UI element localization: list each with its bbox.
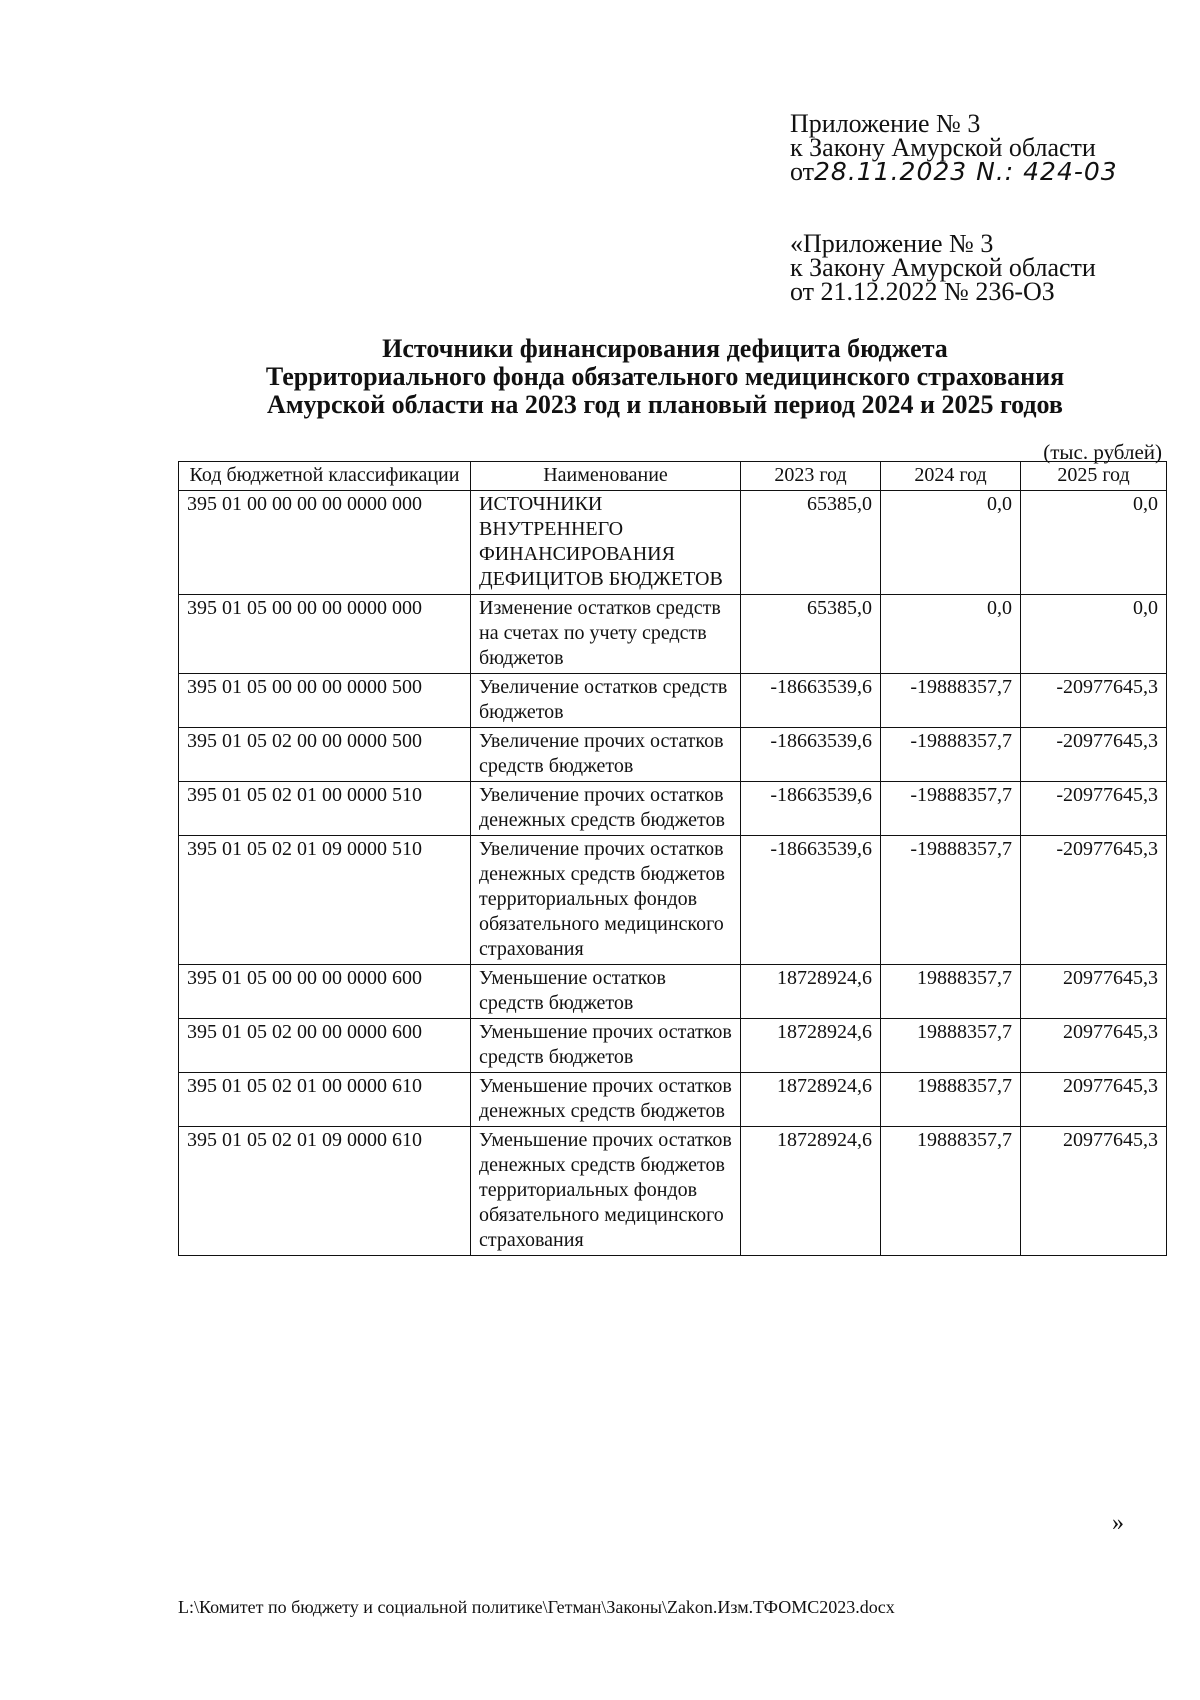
previous-appendix-law-reference: к Закону Амурской области [790,253,1096,282]
row-value-2023: 18728924,6 [741,1127,881,1256]
row-name: Увеличение прочих остатков средств бюджетов [471,728,741,782]
row-name: ИСТОЧНИКИ ВНУТРЕННЕГО ФИНАНСИРОВАНИЯ ДЕФИЦИТОВ БЮДЖЕТОВ [471,491,741,595]
row-name: Увеличение прочих остатков денежных средств бюджетов территориальных фондов обязательного медицинского страхования [471,836,741,965]
row-name: Уменьшение прочих остатков денежных средств бюджетов территориальных фондов обязательного медицинского страхования [471,1127,741,1256]
appendix-header-current [790,109,1118,186]
row-name: Уменьшение прочих остатков денежных средств бюджетов [471,1073,741,1127]
header-2024: 2024 год [881,462,1021,491]
table-row [179,674,1167,728]
footer-file-path: L:\Комитет по бюджету и социальной политике\Гетман\Законы\Zakon.Изм.ТФОМС2023.docx [178,1597,895,1617]
row-code: 395 01 05 02 01 00 0000 510 [179,782,471,836]
table-row [179,728,1167,782]
row-value-2023: 65385,0 [741,491,881,595]
row-code: 395 01 00 00 00 00 0000 000 [179,491,471,595]
row-value-2024: -19888357,7 [881,674,1021,728]
row-code: 395 01 05 02 01 09 0000 510 [179,836,471,965]
row-value-2024: 19888357,7 [881,1127,1021,1256]
header-code: Код бюджетной классификации [179,462,471,491]
row-value-2025: 0,0 [1021,595,1167,674]
table-row [179,1073,1167,1127]
row-value-2024: 0,0 [881,491,1021,595]
appendix-law-reference: к Закону Амурской области [790,133,1096,162]
table-row [179,491,1167,595]
row-value-2023: -18663539,6 [741,782,881,836]
table-header-row [179,462,1167,491]
row-code: 395 01 05 02 01 09 0000 610 [179,1127,471,1256]
units-label: (тыс. рублей) [1043,440,1162,464]
row-code: 395 01 05 00 00 00 0000 500 [179,674,471,728]
row-name: Изменение остатков средств на счетах по учету средств бюджетов [471,595,741,674]
row-code: 395 01 05 00 00 00 0000 600 [179,965,471,1019]
table-row [179,1019,1167,1073]
row-value-2025: -20977645,3 [1021,728,1167,782]
row-value-2023: -18663539,6 [741,728,881,782]
table-row [179,1127,1167,1256]
table-row [179,965,1167,1019]
title-line-3: Амурской области на 2023 год и плановый период 2024 и 2025 годов [267,390,1063,419]
row-code: 395 01 05 02 00 00 0000 600 [179,1019,471,1073]
row-code: 395 01 05 02 01 00 0000 610 [179,1073,471,1127]
row-value-2023: 65385,0 [741,595,881,674]
row-value-2025: 20977645,3 [1021,1019,1167,1073]
row-value-2024: -19888357,7 [881,728,1021,782]
row-value-2025: 20977645,3 [1021,1127,1167,1256]
row-value-2024: -19888357,7 [881,836,1021,965]
row-value-2025: 20977645,3 [1021,1073,1167,1127]
row-value-2023: 18728924,6 [741,1019,881,1073]
handwritten-date-number: 28.11.2023 N.: 424-03 [814,157,1118,186]
previous-appendix-date: от 21.12.2022 № 236-ОЗ [790,277,1055,306]
row-name: Увеличение прочих остатков денежных средств бюджетов [471,782,741,836]
row-value-2025: -20977645,3 [1021,836,1167,965]
budget-sources-table [178,461,1167,1256]
header-name: Наименование [471,462,741,491]
row-value-2024: -19888357,7 [881,782,1021,836]
row-value-2024: 19888357,7 [881,1019,1021,1073]
appendix-header-previous [790,229,1096,306]
row-value-2025: -20977645,3 [1021,782,1167,836]
table-row [179,836,1167,965]
header-2025: 2025 год [1021,462,1167,491]
row-name: Увеличение остатков средств бюджетов [471,674,741,728]
closing-quote: » [1112,1510,1124,1536]
row-value-2025: 20977645,3 [1021,965,1167,1019]
appendix-date-line [790,157,1118,186]
row-value-2023: 18728924,6 [741,1073,881,1127]
document-title [170,335,1160,419]
date-prefix: от [790,157,815,186]
row-value-2024: 19888357,7 [881,1073,1021,1127]
row-value-2025: -20977645,3 [1021,674,1167,728]
table-row [179,782,1167,836]
row-value-2025: 0,0 [1021,491,1167,595]
header-2023: 2023 год [741,462,881,491]
table-row [179,595,1167,674]
title-line-2: Территориального фонда обязательного медицинского страхования [265,362,1065,391]
row-name: Уменьшение остатков средств бюджетов [471,965,741,1019]
row-value-2023: -18663539,6 [741,836,881,965]
row-value-2023: -18663539,6 [741,674,881,728]
row-value-2024: 0,0 [881,595,1021,674]
row-code: 395 01 05 02 00 00 0000 500 [179,728,471,782]
previous-appendix-number: «Приложение № 3 [790,229,994,258]
row-code: 395 01 05 00 00 00 0000 000 [179,595,471,674]
row-value-2023: 18728924,6 [741,965,881,1019]
title-line-1: Источники финансирования дефицита бюджета [382,334,948,363]
appendix-number: Приложение № 3 [790,109,981,138]
row-name: Уменьшение прочих остатков средств бюджетов [471,1019,741,1073]
row-value-2024: 19888357,7 [881,965,1021,1019]
